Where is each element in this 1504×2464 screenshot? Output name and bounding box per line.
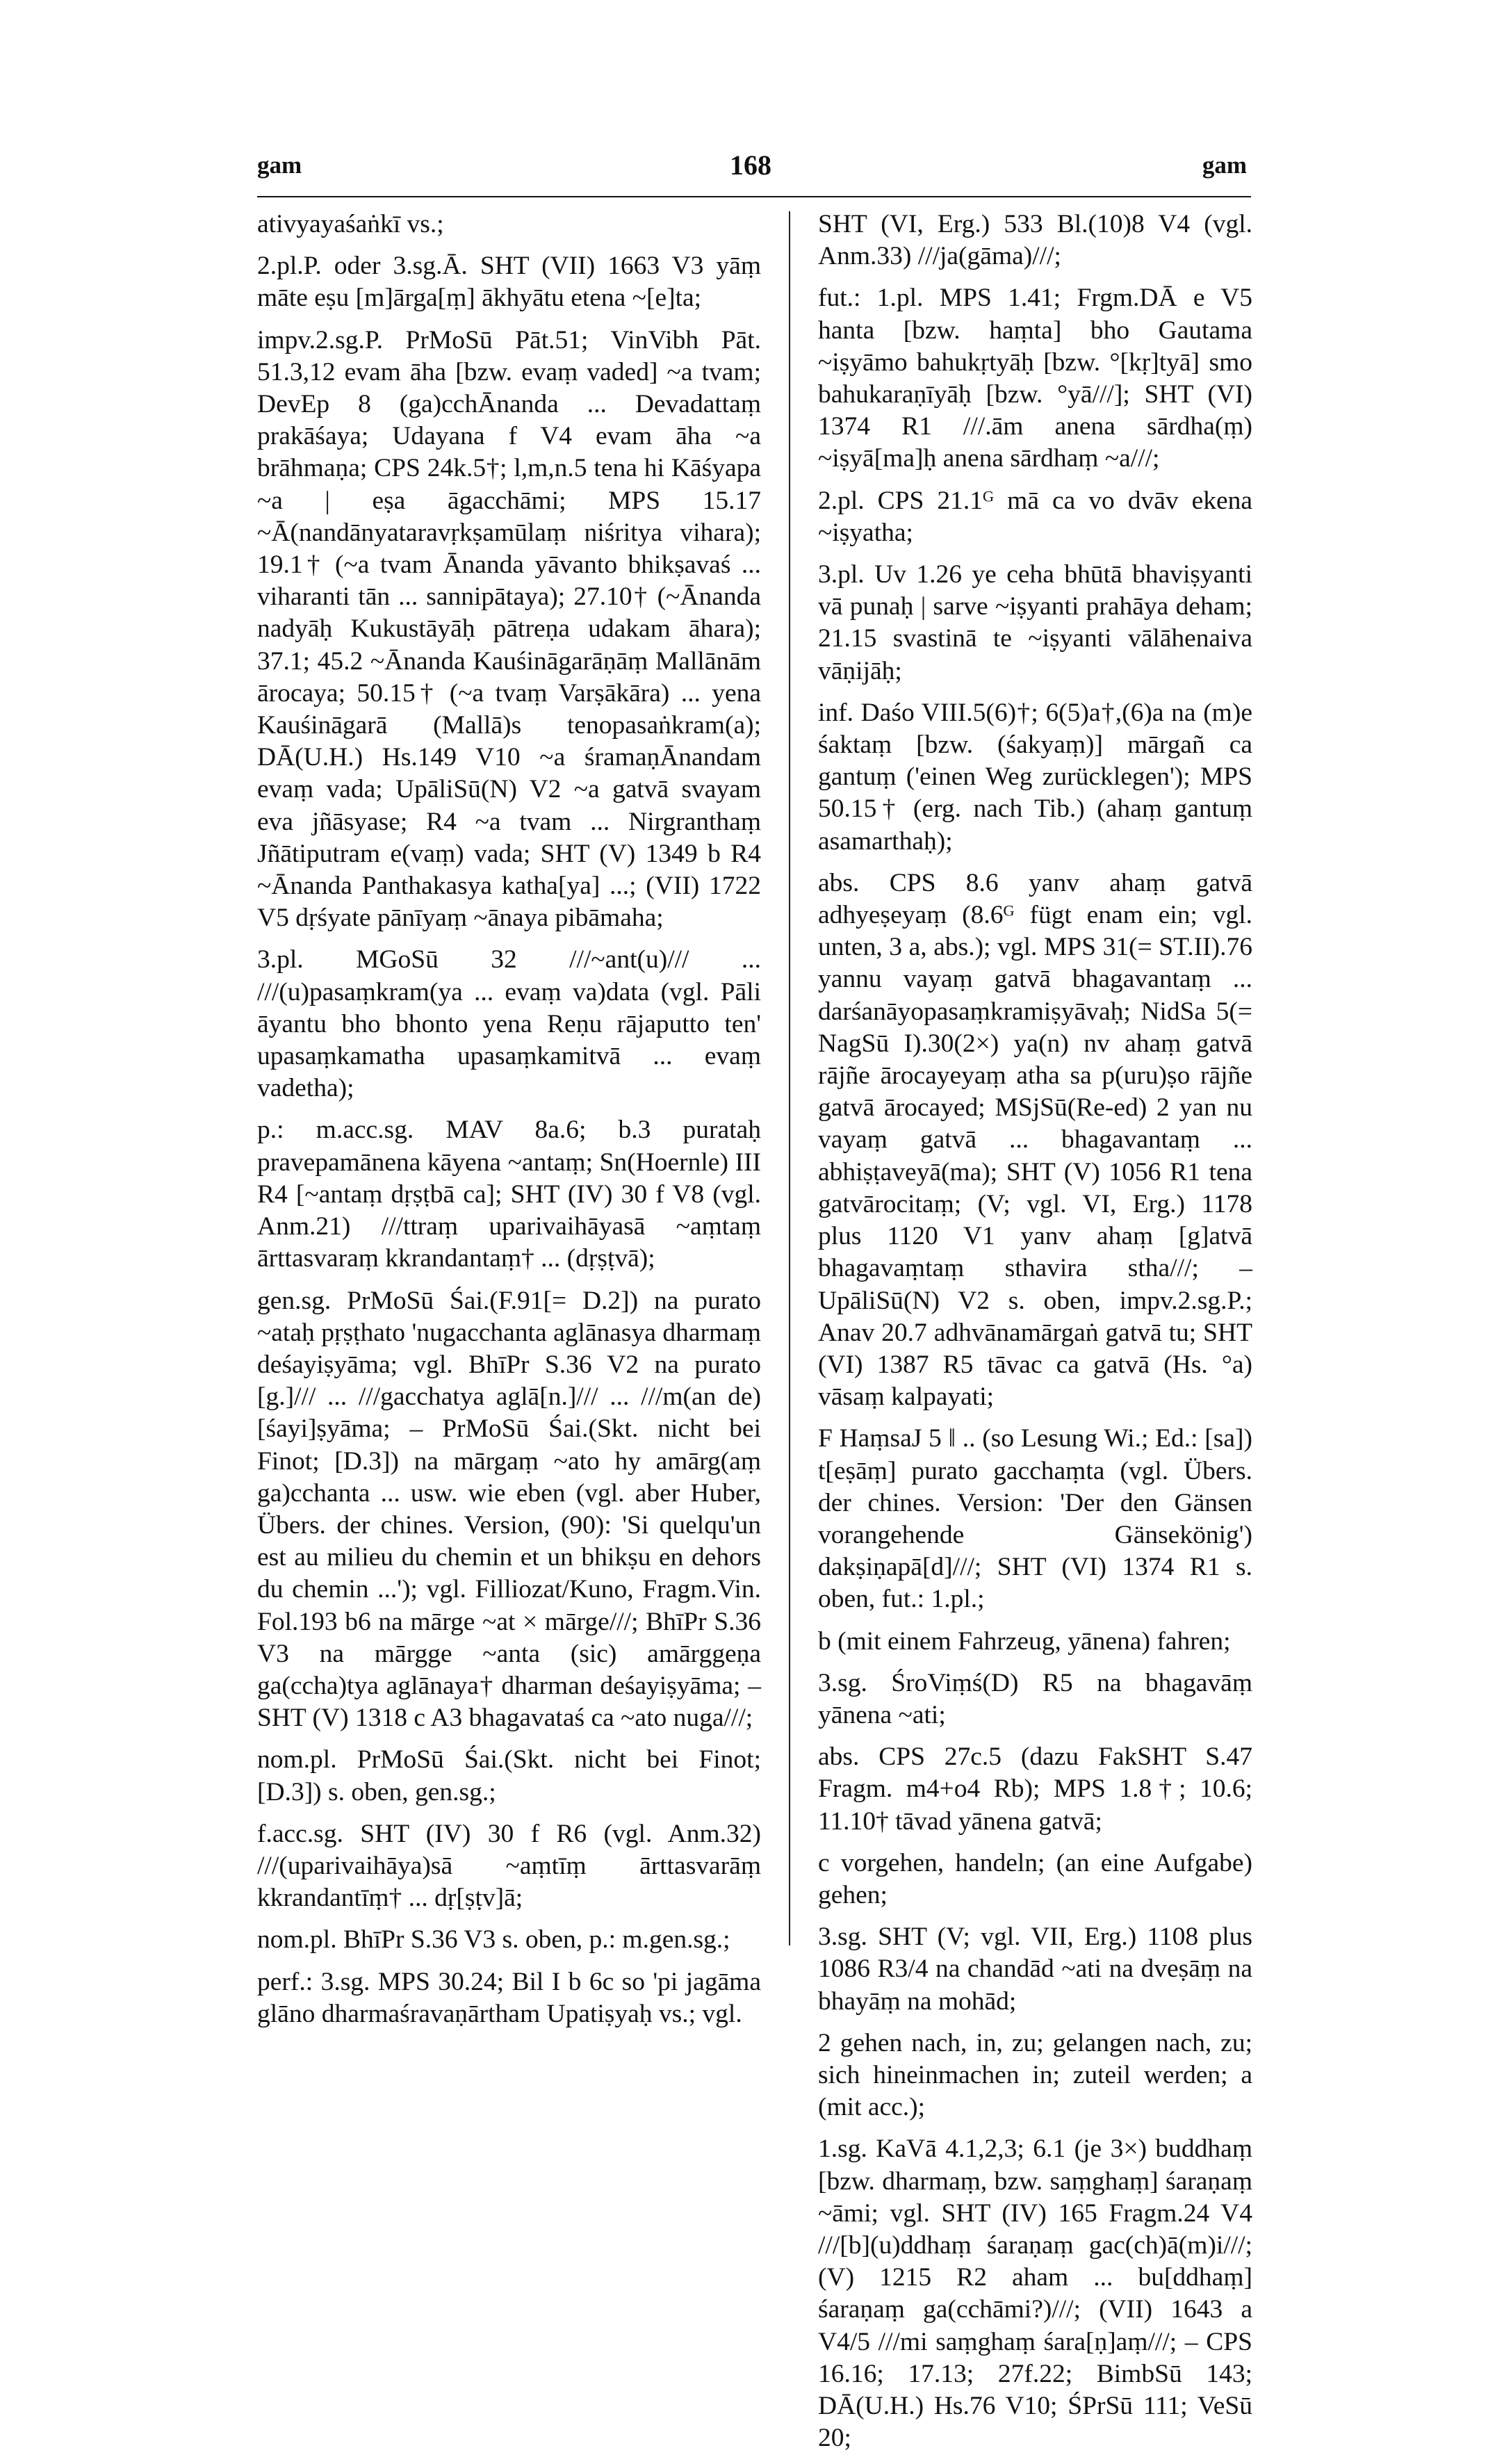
dictionary-entry: b (mit einem Fahrzeug, yānena) fahren; [818, 1626, 1231, 1656]
dictionary-entry: perf.: 3.sg. MPS 30.24; Bil I b 6c so 'pi jagāma glāno dharmaśravaṇārtham Upatiṣyaḥ vs.; vgl. [257, 1967, 761, 2028]
dictionary-entry: 3.sg. ŚroViṃś(D) R5 na bhagavāṃ yānena ~ati; [818, 1668, 1252, 1729]
dictionary-entry: nom.pl. PrMoSū Śai.(Skt. nicht bei Finot; [D.3]) s. oben, gen.sg.; [257, 1745, 761, 1806]
dictionary-entry: 3.pl. Uv 1.26 ye ceha bhūtā bhaviṣyanti vā punaḥ | sarve ~iṣyanti prahāya deham; 21.15 svastinā te ~iṣyanti vālāhenaiva vāṇijāḥ; [818, 560, 1252, 685]
dictionary-entry: 3.pl. MGoSū 32 ///~ant(u)/// ... ///(u)pasaṃkram(ya ... evaṃ va)data (vgl. Pāli āyantu bho bhonto yena Reṇu rājaputto ten' upasaṃkamatha upasaṃkamitvā ... evaṃ vadetha); [257, 945, 761, 1103]
dictionary-entry: SHT (VI, Erg.) 533 Bl.(10)8 V4 (vgl. Anm.33) ///ja(gāma)///; [818, 210, 1252, 271]
dictionary-entry: 2.pl.P. oder 3.sg.Ā. SHT (VII) 1663 V3 yāṃ māte eṣu [m]ārga[ṃ] ākhyātu etena ~[e]ta; [257, 252, 761, 313]
dictionary-entry: gen.sg. PrMoSū Śai.(F.91[= D.2]) na purato ~ataḥ pṛṣṭhato 'nugacchanta aglānasya dharmaṃ deśayiṣyāma; vgl. BhīPr S.36 V2 na purato [g.]/// ... ///gacchatya aglā[n.]/// ... ///m(an de)[śayi]ṣyāma; – PrMoSū Śai.(Skt. nicht bei Finot; [D.3]) na mārgaṃ ~ato hy amārg(aṃ ga)cchanta ... usw. wie eben (vgl. aber Huber, Übers. der chines. Version, (90): 'Si quelqu'un est au milieu du chemin et un bhikṣu en dehors du chemin ...'); vgl. Filliozat/Kuno, Fragm.Vin. Fol.193 b6 na mārge ~at × mārge///; BhīPr S.36 V3 na mārgge ~anta (sic) amārggeṇa ga(ccha)tya aglānaya† dharman deśayiṣyāma; – SHT (V) 1318 c A3 bhagavataś ca ~ato nuga///; [257, 1286, 761, 1733]
left-column [257, 209, 761, 2040]
dictionary-entry: p.: m.acc.sg. MAV 8a.6; b.3 purataḥ pravepamānena kāyena ~antaṃ; Sn(Hoernle) III R4 [~antaṃ dṛṣṭbā ca]; SHT (IV) 30 f V8 (vgl. Anm.21) ///ttraṃ uparivaihāyasā ~aṃtaṃ ārttasvaraṃ kkrandantaṃ† ... (dṛṣṭvā); [257, 1116, 761, 1273]
dictionary-entry: 3.sg. SHT (V; vgl. VII, Erg.) 1108 plus 1086 R3/4 na chandād ~ati na dveṣāṃ na bhayāṃ na mohād; [818, 1923, 1252, 2016]
page-number: 168 [730, 149, 771, 181]
right-column [818, 209, 1252, 2464]
dictionary-entry: impv.2.sg.P. PrMoSū Pāt.51; VinVibh Pāt. 51.3,12 evam āha [bzw. evaṃ vaded] ~a tvam; DevEp 8 (ga)cchĀnanda ... Devadattaṃ prakāśaya; Udayana f V4 evam āha ~a brāhmaṇa; CPS 24k.5†; l,m,n.5 tena hi Kāśyapa ~a | eṣa āgacchāmi; MPS 15.17 ~Ā(nandānyataravṛkṣamūlaṃ niśritya vihara); 19.1† (~a tvam Ānanda yāvanto bhikṣavaś ... viharanti tān ... sannipātaya); 27.10† (~Ānanda nadyāḥ Kukustāyāḥ pātreṇa udakam āhara); 37.1; 45.2 ~Ānanda Kauśināgarāṇāṃ Mallānām ārocaya; 50.15† (~a tvaṃ Varṣākāra) ... yena Kauśināgarā (Mallā)s tenopasaṅkram(a); DĀ(U.H.) Hs.149 V10 ~a śramaṇĀnandam evaṃ vada; UpāliSū(N) V2 ~a gatvā svayam eva jñāsyase; R4 ~a tvam ... Nirgranthaṃ Jñātiputram e(vaṃ) vada; SHT (V) 1349 b R4 ~Ānanda Panthakasya katha[ya] ...; (VII) 1722 V5 dṛśyate pānīyaṃ ~ānaya pibāmaha; [257, 325, 761, 933]
dictionary-entry: 1.sg. KaVā 4.1,2,3; 6.1 (je 3×) buddhaṃ [bzw. dharmaṃ, bzw. saṃghaṃ] śaraṇaṃ ~āmi; vgl. SHT (IV) 165 Fragm.24 V4 ///[b](u)ddhaṃ śaraṇaṃ gac(ch)ā(m)i///; (V) 1215 R2 aham ... bu[ddhaṃ] śaraṇaṃ ga(cchāmi?)///; (VII) 1643 a V4/5 ///mi saṃghaṃ śara[ṇ]aṃ///; – CPS 16.16; 17.13; 27f.22; BimbSū 143; DĀ(U.H.) Hs.76 V10; ŚPrSū 111; VeSū 20; [818, 2135, 1252, 2453]
running-head-left: gam [257, 152, 302, 179]
header-rule [257, 196, 1251, 197]
dictionary-entry: F HaṃsaJ 5 ‖ .. (so Lesung Wi.; Ed.: [sa]) t[eṣāṃ] purato gacchaṃta (vgl. Übers. der chines. Version: 'Der den Gänsen vorangehende Gänsekönig') dakṣiṇapā[d]///; SHT (VI) 1374 R1 s. oben, fut.: 1.pl.; [818, 1424, 1252, 1614]
dictionary-entry: f.acc.sg. SHT (IV) 30 f R6 (vgl. Anm.32) ///(uparivaihāya)sā ~aṃtīṃ ārttasvarāṃ kkrandantīṃ† ... dṛ[ṣṭv]ā; [257, 1819, 761, 1913]
dictionary-entry: 2 gehen nach, in, zu; gelangen nach, zu; sich hineinmachen in; zuteil werden; a (mit acc.); [818, 2028, 1252, 2122]
dictionary-entry: fut.: 1.pl. MPS 1.41; Frgm.DĀ e V5 hanta [bzw. haṃta] bho Gautama ~iṣyāmo bahukṛtyāḥ [bzw. °[kṛ]tyā] smo bahukaraṇīyāḥ [bzw. °yā///]; SHT (VI) 1374 R1 ///.ām anena sārdha(ṃ) ~iṣyā[ma]ḥ anena sārdhaṃ ~a///; [818, 284, 1252, 473]
dictionary-entry: c vorgehen, handeln; (an eine Aufgabe) gehen; [818, 1848, 1252, 1909]
dictionary-entry: abs. CPS 8.6 yanv ahaṃ gatvā adhyeṣeyaṃ (8.6ᴳ fügt enam ein; vgl. unten, 3 a, abs.); vgl. MPS 31(= ST.II).76 yannu vayaṃ gatvā bhagavantaṃ ... darśanāyopasaṃkramiṣyāvaḥ; NidSa 5(= NagSū I).30(2×) ya(n) nv ahaṃ gatvā rājñe ārocayeyaṃ atha sa p(uru)ṣo rājñe gatvā ārocayed; MSjSū(Re-ed) 2 yan nu vayaṃ gatvā ... bhagavantaṃ ... abhiṣṭaveyā(ma); SHT (V) 1056 R1 tena gatvārocitaṃ; (V; vgl. VI, Erg.) 1178 plus 1120 V1 yanv ahaṃ [g]atvā bhagavaṃtaṃ sthavira stha///; – UpāliSū(N) V2 s. oben, impv.2.sg.P.; Anav 20.7 adhvānamārgaṅ gatvā tu; SHT (VI) 1387 R5 tāvac ca gatvā (Hs. °a) vāsaṃ kalpayati; [818, 868, 1252, 1412]
dictionary-entry: abs. CPS 27c.5 (dazu FakSHT S.47 Fragm. m4+o4 Rb); MPS 1.8†; 10.6; 11.10† tāvad yānena gatvā; [818, 1743, 1252, 1836]
column-divider [789, 211, 790, 1945]
dictionary-entry: inf. Daśo VIII.5(6)†; 6(5)a†,(6)a na (m)e śaktaṃ [bzw. (śakyaṃ)] mārgañ ca gantuṃ ('einen Weg zurücklegen'); MPS 50.15† (erg. nach Tib.) (ahaṃ gantuṃ asamarthaḥ); [818, 698, 1252, 856]
dictionary-entry: ativyayaśaṅkī vs.; [257, 210, 444, 238]
dictionary-entry: nom.pl. BhīPr S.36 V3 s. oben, p.: m.gen.sg.; [257, 1925, 730, 1955]
dictionary-entry: 2.pl. CPS 21.1ᴳ mā ca vo dvāv ekena ~iṣyatha; [818, 486, 1252, 547]
running-head-right: gam [1202, 152, 1247, 179]
